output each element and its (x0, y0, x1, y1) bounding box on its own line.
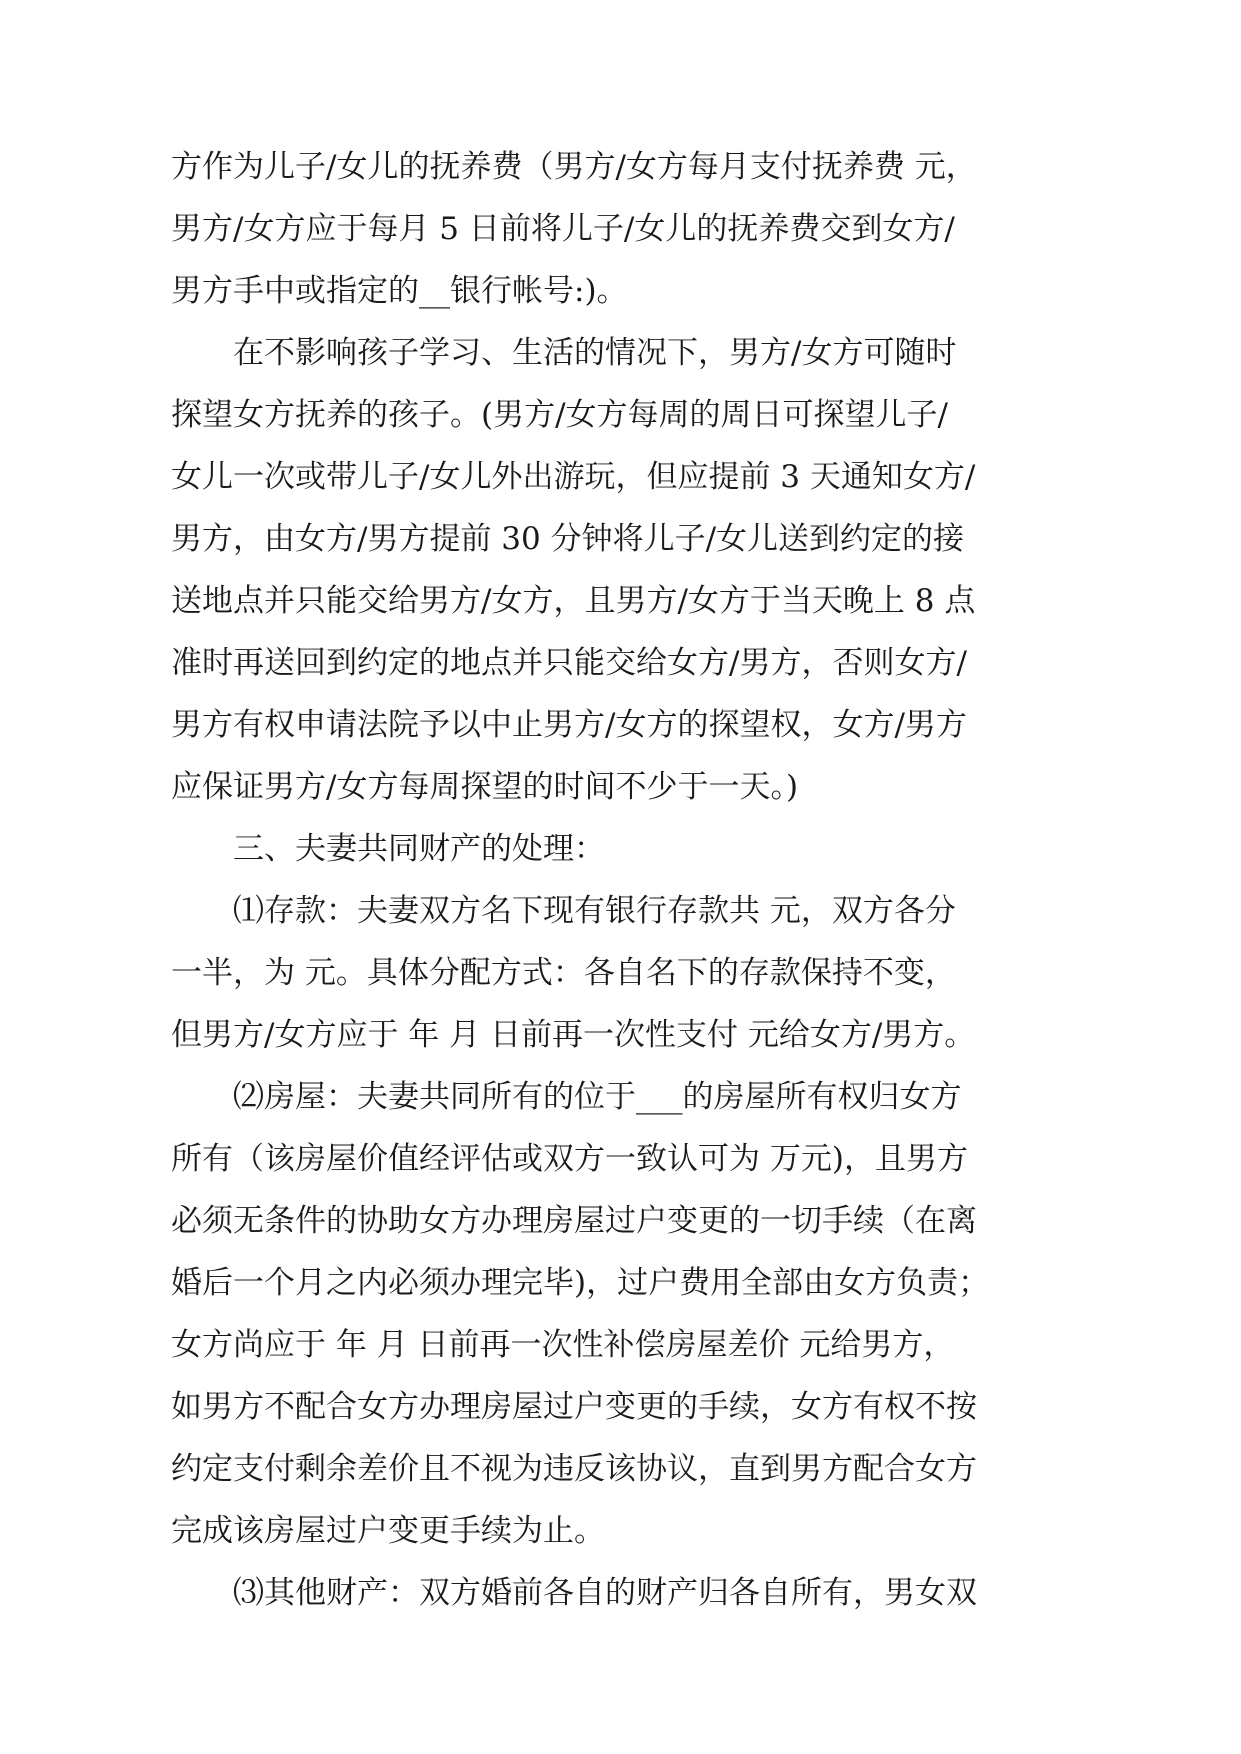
text-line: 约定支付剩余差价且不视为违反该协议，直到男方配合女方 (171, 1451, 977, 1487)
text-line: 女方尚应于 年 月 日前再一次性补偿房屋差价 元给男方， (171, 1327, 955, 1363)
text-line: 男方有权申请法院予以中止男方/女方的探望权，女方/男方 (171, 707, 967, 743)
text-line: 如男方不配合女方办理房屋过户变更的手续，女方有权不按 (171, 1389, 977, 1425)
text-line: 一半，为 元。具体分配方式：各自名下的存款保持不变， (171, 955, 956, 991)
text-line: 送地点并只能交给男方/女方，且男方/女方于当天晚上 8 点 (171, 583, 976, 619)
text-line: 所有（该房屋价值经评估或双方一致认可为 万元)，且男方 (171, 1141, 968, 1177)
text-line: 女儿一次或带儿子/女儿外出游玩，但应提前 3 天通知女方/ (171, 459, 976, 495)
text-line: 必须无条件的协助女方办理房屋过户变更的一切手续（在离 (171, 1203, 977, 1239)
text-line: 准时再送回到约定的地点并只能交给女方/男方，否则女方/ (171, 645, 967, 681)
section-heading: 三、夫妻共同财产的处理： (233, 831, 605, 867)
text-line: ⑴存款：夫妻双方名下现有银行存款共 元，双方各分 (233, 893, 956, 929)
text-line: 应保证男方/女方每周探望的时间不少于一天。) (171, 769, 799, 805)
text-line: 男方，由女方/男方提前 30 分钟将儿子/女儿送到约定的接 (171, 521, 965, 557)
text-line: 探望女方抚养的孩子。(男方/女方每周的周日可探望儿子/ (171, 397, 948, 433)
text-line: ⑵房屋：夫妻共同所有的位于___的房屋所有权归女方 (233, 1079, 962, 1115)
text-line: 男方手中或指定的__银行帐号:)。 (171, 273, 628, 309)
text-line: ⑶其他财产：双方婚前各自的财产归各自所有，男女双 (233, 1575, 977, 1611)
text-line: 男方/女方应于每月 5 日前将儿子/女儿的抚养费交到女方/ (171, 211, 955, 247)
text-line: 在不影响孩子学习、生活的情况下，男方/女方可随时 (233, 335, 957, 371)
text-line: 方作为儿子/女儿的抚养费（男方/女方每月支付抚养费 元， (171, 149, 977, 185)
text-line: 但男方/女方应于 年 月 日前再一次性支付 元给女方/男方。 (171, 1017, 976, 1053)
text-line: 完成该房屋过户变更手续为止。 (171, 1513, 605, 1549)
text-line: 婚后一个月之内必须办理完毕)，过户费用全部由女方负责； (171, 1265, 990, 1301)
